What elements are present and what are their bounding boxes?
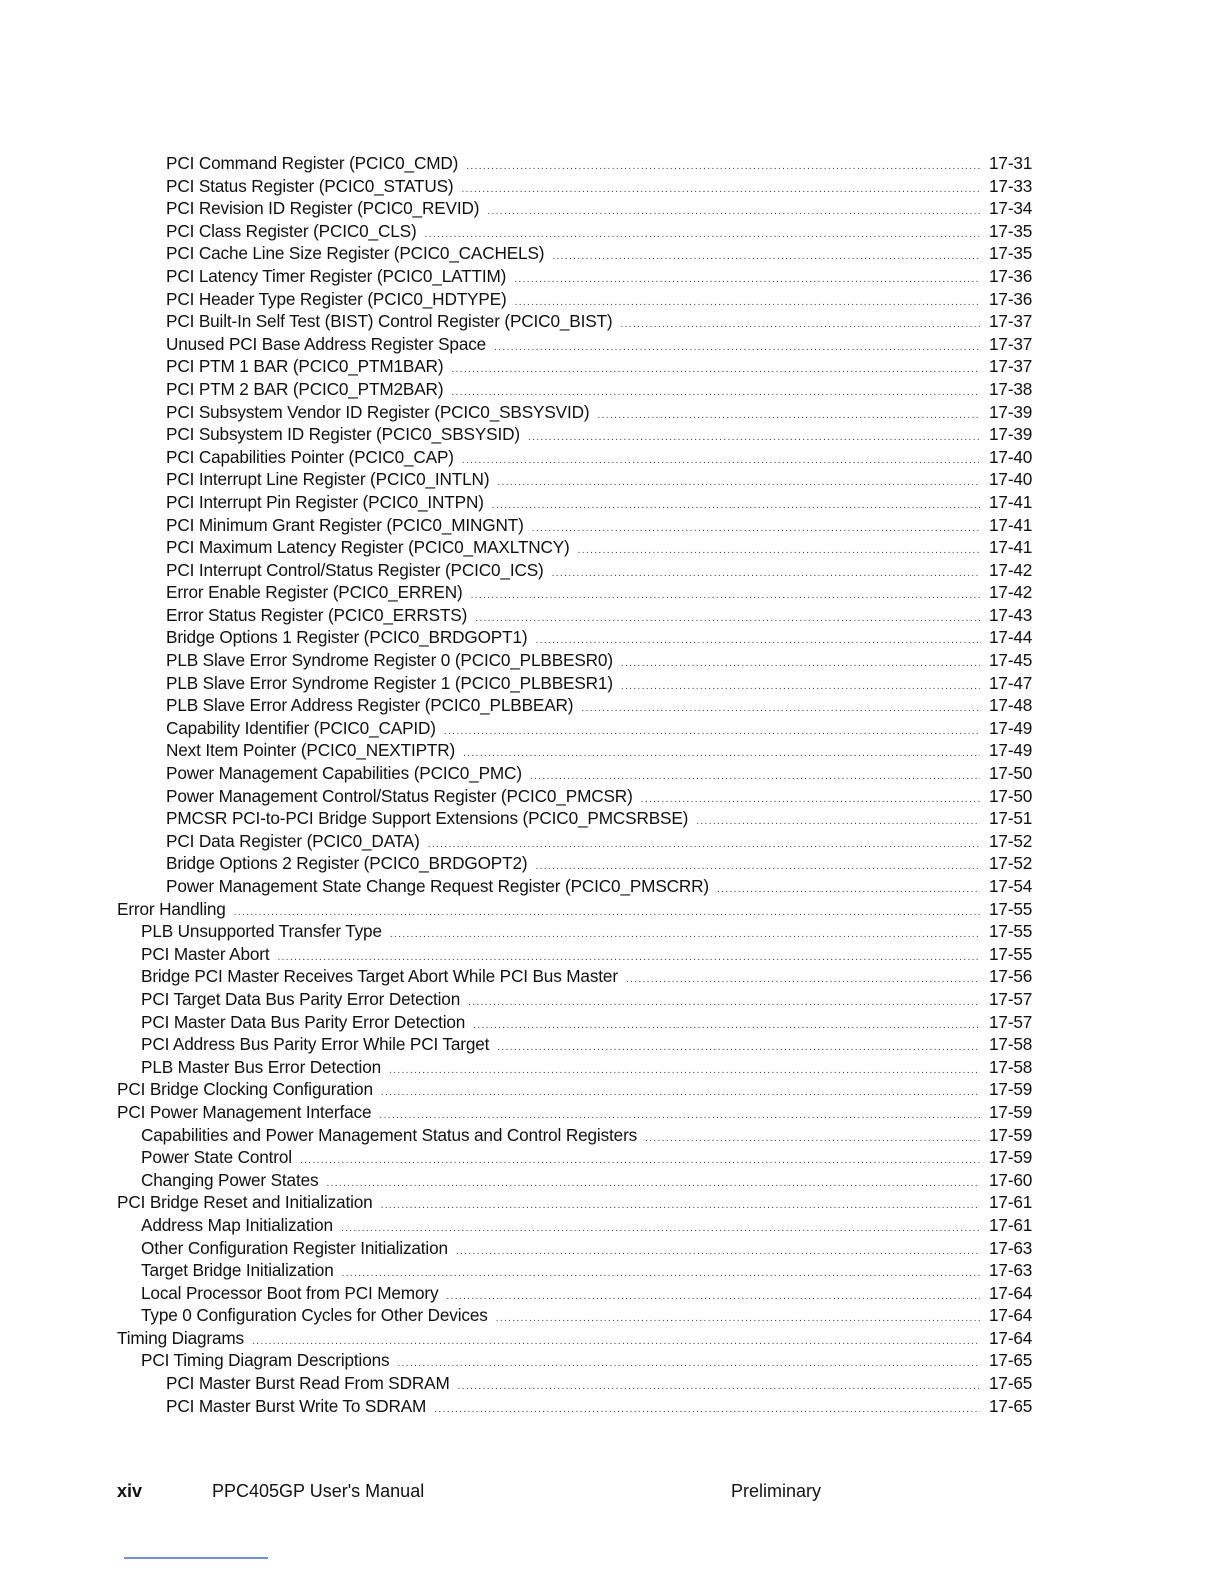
toc-entry-page: 17-40	[989, 446, 1033, 467]
toc-entry-page: 17-31	[989, 153, 1033, 173]
toc-entry-page: 17-55	[989, 921, 1033, 942]
toc-entry-page: 17-59	[989, 1124, 1033, 1145]
toc-entry[interactable]	[0, 852, 1224, 875]
toc-entry-title: Timing Diagrams	[117, 1327, 244, 1348]
toc-entry[interactable]	[0, 175, 1224, 198]
toc-entry-page: 17-48	[989, 695, 1033, 716]
toc-entry-title: PCI Interrupt Control/Status Register (PCIC0_ICS)	[166, 559, 544, 580]
toc-entry[interactable]	[0, 355, 1224, 378]
toc-entry-title: PCI Interrupt Line Register (PCIC0_INTLN)	[166, 469, 490, 490]
toc-entry-page: 17-56	[989, 966, 1033, 987]
toc-entry[interactable]	[0, 1395, 1224, 1418]
toc-entry-title: Unused PCI Base Address Register Space	[166, 333, 487, 354]
bottom-rule-divider	[124, 1557, 268, 1559]
toc-entry-page: 17-65	[989, 1373, 1033, 1394]
toc-entry-page: 17-49	[989, 717, 1033, 738]
toc-entry-title: PCI Data Register (PCIC0_DATA)	[166, 830, 420, 851]
toc-entry-title: PCI Class Register (PCIC0_CLS)	[166, 220, 417, 241]
toc-entry-title: PLB Slave Error Address Register (PCIC0_PLBBEAR)	[166, 695, 574, 716]
toc-entry-title: Power Management Capabilities (PCIC0_PMC)	[166, 763, 522, 784]
toc-entry-title: Other Configuration Register Initialization	[141, 1237, 448, 1258]
toc-entry-page: 17-65	[989, 1350, 1033, 1371]
toc-entry-page: 17-58	[989, 1034, 1033, 1055]
toc-entry-page: 17-37	[989, 356, 1033, 377]
toc-entry-title: PCI Minimum Grant Register (PCIC0_MINGNT)	[166, 514, 524, 535]
toc-entry-title: Power Management Control/Status Register (PCIC0_PMCSR)	[166, 785, 633, 806]
toc-entry[interactable]	[0, 220, 1224, 243]
toc-entry-title: Bridge Options 1 Register (PCIC0_BRDGOPT1)	[166, 627, 528, 648]
toc-entry[interactable]	[0, 1169, 1224, 1192]
toc-entry[interactable]	[0, 1372, 1224, 1395]
toc-entry[interactable]	[0, 514, 1224, 537]
toc-entry[interactable]	[0, 1033, 1224, 1056]
toc-entry[interactable]	[0, 1124, 1224, 1147]
toc-entry-title: PCI Revision ID Register (PCIC0_REVID)	[166, 198, 480, 219]
toc-entry[interactable]	[0, 559, 1224, 582]
toc-entry-page: 17-50	[989, 785, 1033, 806]
toc-entry-title: PMCSR PCI-to-PCI Bridge Support Extensions (PCIC0_PMCSRBSE)	[166, 808, 689, 829]
toc-entry[interactable]	[0, 898, 1224, 921]
toc-entry-title: PCI Cache Line Size Register (PCIC0_CACHELS)	[166, 243, 545, 264]
toc-entry-page: 17-61	[989, 1214, 1033, 1235]
toc-entry[interactable]	[0, 875, 1224, 898]
toc-entry-title: PCI Master Abort	[141, 943, 270, 964]
toc-entry[interactable]	[0, 581, 1224, 604]
toc-entry[interactable]	[0, 152, 1224, 175]
toc-entry-page: 17-65	[989, 1395, 1033, 1416]
page-footer	[0, 1478, 1224, 1504]
toc-entry-page: 17-43	[989, 604, 1033, 625]
toc-entry-page: 17-49	[989, 740, 1033, 761]
toc-entry-title: PCI Status Register (PCIC0_STATUS)	[166, 175, 454, 196]
toc-entry[interactable]	[0, 626, 1224, 649]
toc-entry-title: Bridge PCI Master Receives Target Abort While PCI Bus Master	[141, 966, 618, 987]
toc-entry-page: 17-35	[989, 243, 1033, 264]
toc-entry[interactable]	[0, 830, 1224, 853]
toc-entry[interactable]	[0, 672, 1224, 695]
toc-entry[interactable]	[0, 943, 1224, 966]
toc-entry-page: 17-50	[989, 763, 1033, 784]
toc-entry-page: 17-59	[989, 1079, 1033, 1100]
toc-entry-page: 17-41	[989, 537, 1033, 558]
footer-status: Preliminary	[731, 1481, 822, 1501]
table-of-contents	[0, 152, 1224, 1417]
toc-entry[interactable]	[0, 807, 1224, 830]
toc-entry[interactable]	[0, 785, 1224, 808]
toc-entry-title: Local Processor Boot from PCI Memory	[141, 1282, 439, 1303]
toc-entry-page: 17-58	[989, 1056, 1033, 1077]
toc-entry[interactable]	[0, 288, 1224, 311]
toc-entry[interactable]	[0, 988, 1224, 1011]
toc-entry-title: Target Bridge Initialization	[141, 1260, 334, 1281]
toc-entry-title: PCI Interrupt Pin Register (PCIC0_INTPN)	[166, 491, 484, 512]
toc-entry-page: 17-42	[989, 559, 1033, 580]
toc-entry[interactable]	[0, 1146, 1224, 1169]
toc-entry[interactable]	[0, 401, 1224, 424]
toc-entry-title: PCI Master Data Bus Parity Error Detection	[141, 1011, 466, 1032]
toc-entry-title: PCI Capabilities Pointer (PCIC0_CAP)	[166, 446, 454, 467]
toc-entry-title: PCI PTM 1 BAR (PCIC0_PTM1BAR)	[166, 356, 444, 377]
toc-entry-page: 17-35	[989, 220, 1033, 241]
toc-entry-title: Error Status Register (PCIC0_ERRSTS)	[166, 604, 468, 625]
toc-entry[interactable]	[0, 694, 1224, 717]
toc-entry-title: Power State Control	[141, 1147, 292, 1168]
toc-entry[interactable]	[0, 1101, 1224, 1124]
footer-manual-title: PPC405GP User's Manual	[212, 1481, 425, 1501]
toc-entry[interactable]	[0, 536, 1224, 559]
toc-entry-page: 17-41	[989, 491, 1033, 512]
toc-entry-page: 17-42	[989, 582, 1033, 603]
toc-entry[interactable]	[0, 265, 1224, 288]
toc-entry[interactable]	[0, 423, 1224, 446]
toc-entry-title: PCI Header Type Register (PCIC0_HDTYPE)	[166, 288, 507, 309]
toc-entry[interactable]	[0, 1237, 1224, 1260]
toc-entry[interactable]	[0, 446, 1224, 469]
toc-entry[interactable]	[0, 1191, 1224, 1214]
toc-entry-title: Error Handling	[117, 898, 226, 919]
toc-entry-title: PCI Subsystem ID Register (PCIC0_SBSYSID)	[166, 424, 520, 445]
toc-entry[interactable]	[0, 242, 1224, 265]
toc-entry-title: PCI Bridge Reset and Initialization	[117, 1192, 373, 1213]
toc-entry-page: 17-37	[989, 311, 1033, 332]
toc-entry-title: PCI Latency Timer Register (PCIC0_LATTIM)	[166, 265, 507, 286]
toc-entry-page: 17-64	[989, 1305, 1033, 1326]
toc-entry-title: PCI PTM 2 BAR (PCIC0_PTM2BAR)	[166, 378, 444, 399]
toc-entry-page: 17-39	[989, 401, 1033, 422]
footer-page-number: xiv	[117, 1481, 143, 1501]
toc-entry[interactable]	[0, 1304, 1224, 1327]
toc-entry[interactable]	[0, 739, 1224, 762]
toc-entry-title: PLB Slave Error Syndrome Register 0 (PCIC0_PLBBESR0)	[166, 650, 613, 671]
toc-entry-page: 17-44	[989, 627, 1033, 648]
toc-entry[interactable]	[0, 333, 1224, 356]
toc-entry-page: 17-60	[989, 1169, 1033, 1190]
toc-entry-page: 17-51	[989, 808, 1033, 829]
toc-entry-page: 17-55	[989, 943, 1033, 964]
toc-entry-page: 17-61	[989, 1192, 1033, 1213]
toc-entry[interactable]	[0, 491, 1224, 514]
toc-entry-title: PCI Maximum Latency Register (PCIC0_MAXLTNCY)	[166, 537, 570, 558]
toc-entry-title: Capability Identifier (PCIC0_CAPID)	[166, 717, 436, 738]
toc-entry-page: 17-34	[989, 198, 1033, 219]
toc-entry-title: Address Map Initialization	[141, 1214, 333, 1235]
toc-entry-title: Next Item Pointer (PCIC0_NEXTIPTR)	[166, 740, 456, 761]
toc-entry-page: 17-36	[989, 265, 1033, 286]
toc-entry-title: PCI Bridge Clocking Configuration	[117, 1079, 373, 1100]
toc-entry-title: PCI Timing Diagram Descriptions	[141, 1350, 390, 1371]
toc-entry-page: 17-40	[989, 469, 1033, 490]
toc-entry[interactable]	[0, 310, 1224, 333]
dot-leader	[434, 1395, 980, 1422]
toc-entry-title: PCI Command Register (PCIC0_CMD)	[166, 153, 459, 173]
toc-entry-page: 17-59	[989, 1101, 1033, 1122]
toc-entry-page: 17-59	[989, 1147, 1033, 1168]
toc-entry-title: PCI Master Burst Read From SDRAM	[166, 1373, 450, 1394]
toc-entry-page: 17-47	[989, 672, 1033, 693]
toc-entry-page: 17-63	[989, 1237, 1033, 1258]
toc-entry-page: 17-57	[989, 988, 1033, 1009]
toc-entry[interactable]	[0, 1011, 1224, 1034]
toc-entry-page: 17-52	[989, 830, 1033, 851]
toc-entry-page: 17-52	[989, 853, 1033, 874]
toc-entry-title: PLB Master Bus Error Detection	[141, 1056, 382, 1077]
toc-entry[interactable]	[0, 604, 1224, 627]
toc-entry[interactable]	[0, 1259, 1224, 1282]
toc-entry-page: 17-64	[989, 1282, 1033, 1303]
toc-entry[interactable]	[0, 1056, 1224, 1079]
toc-entry-title: Type 0 Configuration Cycles for Other Devices	[141, 1305, 488, 1326]
toc-entry-page: 17-54	[989, 876, 1033, 896]
toc-entry[interactable]	[0, 762, 1224, 785]
toc-entry-page: 17-36	[989, 288, 1033, 309]
toc-entry[interactable]	[0, 717, 1224, 740]
toc-entry-page: 17-37	[989, 333, 1033, 354]
toc-entry-title: Error Enable Register (PCIC0_ERREN)	[166, 582, 463, 603]
toc-entry[interactable]	[0, 1282, 1224, 1305]
toc-entry[interactable]	[0, 965, 1224, 988]
toc-entry[interactable]	[0, 920, 1224, 943]
toc-entry-page: 17-63	[989, 1260, 1033, 1281]
toc-entry-title: PCI Power Management Interface	[117, 1101, 372, 1122]
toc-entry-title: PCI Subsystem Vendor ID Register (PCIC0_SBSYSVID)	[166, 401, 590, 422]
toc-entry-title: PCI Address Bus Parity Error While PCI Target	[141, 1034, 490, 1055]
toc-entry-title: Changing Power States	[141, 1169, 319, 1190]
toc-entry-page: 17-39	[989, 424, 1033, 445]
toc-entry[interactable]	[0, 1078, 1224, 1101]
toc-entry[interactable]	[0, 1349, 1224, 1372]
toc-entry-title: Bridge Options 2 Register (PCIC0_BRDGOPT2)	[166, 853, 528, 874]
toc-entry[interactable]	[0, 1327, 1224, 1350]
toc-entry-title: PCI Target Data Bus Parity Error Detection	[141, 988, 461, 1009]
toc-entry-title: Power Management State Change Request Register (PCIC0_PMSCRR)	[166, 876, 710, 896]
toc-entry[interactable]	[0, 197, 1224, 220]
toc-entry[interactable]	[0, 1214, 1224, 1237]
toc-entry-title: PCI Built-In Self Test (BIST) Control Register (PCIC0_BIST)	[166, 311, 613, 332]
toc-entry-page: 17-38	[989, 378, 1033, 399]
toc-entry-title: Capabilities and Power Management Status and Control Registers	[141, 1124, 638, 1145]
toc-entry-page: 17-55	[989, 898, 1033, 919]
toc-entry[interactable]	[0, 649, 1224, 672]
toc-entry-title: PLB Slave Error Syndrome Register 1 (PCIC0_PLBBESR1)	[166, 672, 613, 693]
toc-entry-page: 17-64	[989, 1327, 1033, 1348]
toc-entry-page: 17-41	[989, 514, 1033, 535]
toc-entry-page: 17-45	[989, 650, 1033, 671]
toc-entry-page: 17-57	[989, 1011, 1033, 1032]
toc-entry[interactable]	[0, 378, 1224, 401]
toc-entry-page: 17-33	[989, 175, 1033, 196]
toc-entry-title: PCI Master Burst Write To SDRAM	[166, 1395, 427, 1416]
toc-entry-title: PLB Unsupported Transfer Type	[141, 921, 382, 942]
toc-entry[interactable]	[0, 468, 1224, 491]
